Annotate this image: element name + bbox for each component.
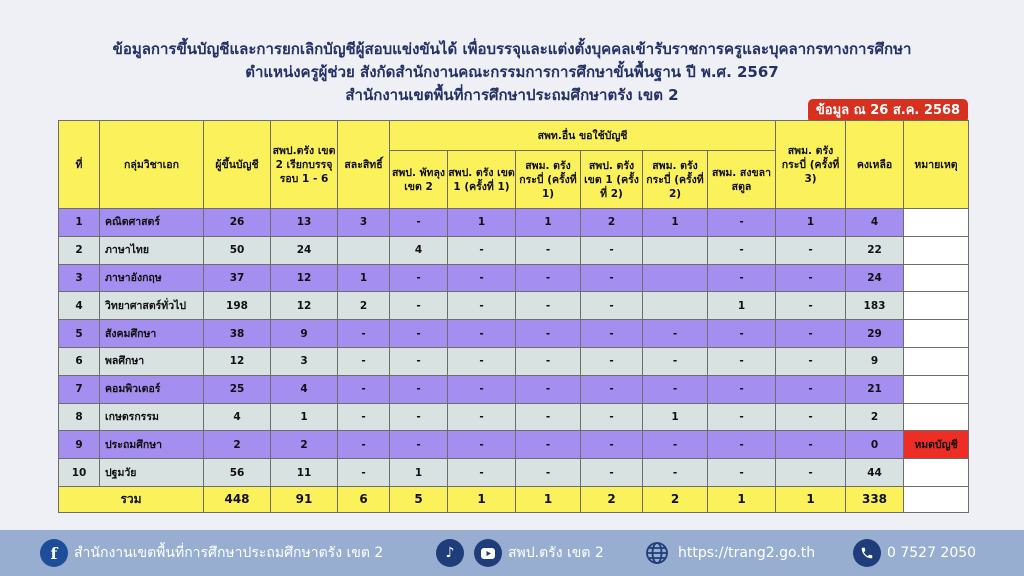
- cell-remaining: 44: [846, 459, 904, 487]
- cell-o6: -: [708, 264, 776, 292]
- cell-remark: [904, 403, 969, 431]
- cell-no: 6: [59, 347, 100, 375]
- table-row: [59, 320, 969, 348]
- cell-o5: [643, 264, 708, 292]
- table-row: [59, 347, 969, 375]
- cell-o3: -: [516, 431, 581, 459]
- page-header: [0, 38, 1024, 107]
- total-remaining: 338: [846, 486, 904, 512]
- phone-icon: [853, 539, 881, 567]
- cell-o1: -: [390, 347, 448, 375]
- total-called: 91: [271, 486, 338, 512]
- cell-waived: -: [338, 347, 390, 375]
- cell-no: 7: [59, 375, 100, 403]
- cell-o2: -: [448, 375, 516, 403]
- cell-no: 2: [59, 236, 100, 264]
- header-other-group: สพท.อื่น ขอใช้บัญชี: [390, 121, 776, 151]
- table-row: [59, 403, 969, 431]
- header-called: สพป.ตรัง เขต 2 เรียกบรรจุ รอบ 1 - 6: [271, 121, 338, 209]
- total-remark: [904, 486, 969, 512]
- footer-bar: [0, 530, 1024, 576]
- cell-listed: 37: [204, 264, 271, 292]
- cell-o7: -: [776, 292, 846, 320]
- cell-remark: [904, 459, 969, 487]
- cell-remark: [904, 292, 969, 320]
- cell-o2: -: [448, 320, 516, 348]
- cell-o4: -: [581, 375, 643, 403]
- cell-subject: ภาษาอังกฤษ: [100, 264, 204, 292]
- cell-o6: -: [708, 209, 776, 237]
- cell-listed: 56: [204, 459, 271, 487]
- cell-o7: -: [776, 347, 846, 375]
- cell-o2: -: [448, 459, 516, 487]
- total-row: [59, 486, 969, 512]
- cell-o4: -: [581, 431, 643, 459]
- total-o1: 5: [390, 486, 448, 512]
- cell-o1: -: [390, 403, 448, 431]
- cell-o5: -: [643, 347, 708, 375]
- cell-o6: -: [708, 403, 776, 431]
- cell-o2: -: [448, 236, 516, 264]
- cell-o7: 1: [776, 209, 846, 237]
- cell-remark: [904, 209, 969, 237]
- cell-remaining: 21: [846, 375, 904, 403]
- cell-waived: 2: [338, 292, 390, 320]
- table-row: [59, 264, 969, 292]
- cell-o2: -: [448, 403, 516, 431]
- cell-o3: -: [516, 459, 581, 487]
- header-subject: กลุ่มวิชาเอก: [100, 121, 204, 209]
- cell-listed: 4: [204, 403, 271, 431]
- cell-no: 10: [59, 459, 100, 487]
- cell-remaining: 4: [846, 209, 904, 237]
- cell-called: 11: [271, 459, 338, 487]
- cell-o4: -: [581, 459, 643, 487]
- total-o7: 1: [776, 486, 846, 512]
- total-waived: 6: [338, 486, 390, 512]
- title-line-3: สำนักงานเขตพื้นที่การศึกษาประถมศึกษาตรัง เขต 2: [345, 86, 679, 104]
- cell-listed: 2: [204, 431, 271, 459]
- cell-o4: -: [581, 347, 643, 375]
- header-other-3: สพม. ตรัง กระบี่ (ครั้งที่ 1): [516, 151, 581, 209]
- cell-called: 24: [271, 236, 338, 264]
- cell-o2: 1: [448, 209, 516, 237]
- cell-o5: 1: [643, 403, 708, 431]
- cell-called: 12: [271, 292, 338, 320]
- cell-listed: 38: [204, 320, 271, 348]
- cell-o6: -: [708, 459, 776, 487]
- cell-subject: คณิตศาสตร์: [100, 209, 204, 237]
- cell-o2: -: [448, 347, 516, 375]
- total-listed: 448: [204, 486, 271, 512]
- cell-no: 8: [59, 403, 100, 431]
- header-other-2: สพป. ตรัง เขต 1 (ครั้งที่ 1): [448, 151, 516, 209]
- cell-o1: -: [390, 320, 448, 348]
- cell-remaining: 183: [846, 292, 904, 320]
- title-line-1: ข้อมูลการขึ้นบัญชีและการยกเลิกบัญชีผู้สอบแข่งขันได้ เพื่อบรรจุและแต่งตั้งบุคคลเข้ารับราชการครูและบุคลากรทางการศึกษา: [112, 40, 912, 58]
- cell-o1: -: [390, 264, 448, 292]
- cell-remark: [904, 264, 969, 292]
- cell-o6: 1: [708, 292, 776, 320]
- total-label: รวม: [59, 486, 204, 512]
- cell-o3: -: [516, 403, 581, 431]
- header-listed: ผู้ขึ้นบัญชี: [204, 121, 271, 209]
- cell-subject: เกษตรกรรม: [100, 403, 204, 431]
- youtube-icon: [474, 539, 502, 567]
- cell-o4: -: [581, 320, 643, 348]
- cell-subject: ภาษาไทย: [100, 236, 204, 264]
- table-row: [59, 459, 969, 487]
- cell-o3: -: [516, 375, 581, 403]
- total-o5: 2: [643, 486, 708, 512]
- social-label: สพป.ตรัง เขต 2: [508, 545, 604, 561]
- cell-listed: 12: [204, 347, 271, 375]
- cell-o4: -: [581, 264, 643, 292]
- cell-o6: -: [708, 236, 776, 264]
- cell-listed: 25: [204, 375, 271, 403]
- header-other-5: สพม. ตรัง กระบี่ (ครั้งที่ 2): [643, 151, 708, 209]
- title-line-2: ตำแหน่งครูผู้ช่วย สังกัดสำนักงานคณะกรรมการการศึกษาขั้นพื้นฐาน ปี พ.ศ. 2567: [245, 63, 779, 81]
- cell-waived: -: [338, 431, 390, 459]
- cell-no: 5: [59, 320, 100, 348]
- cell-subject: พลศึกษา: [100, 347, 204, 375]
- cell-listed: 198: [204, 292, 271, 320]
- cell-remark: [904, 347, 969, 375]
- cell-o5: [643, 236, 708, 264]
- facebook-icon: f: [40, 539, 68, 567]
- cell-o7: -: [776, 264, 846, 292]
- cell-remaining: 0: [846, 431, 904, 459]
- cell-o4: 2: [581, 209, 643, 237]
- header-remaining: คงเหลือ: [846, 121, 904, 209]
- cell-o1: -: [390, 209, 448, 237]
- cell-o2: -: [448, 264, 516, 292]
- cell-remaining: 29: [846, 320, 904, 348]
- cell-subject: ปฐมวัย: [100, 459, 204, 487]
- cell-remaining: 9: [846, 347, 904, 375]
- cell-no: 9: [59, 431, 100, 459]
- cell-waived: -: [338, 459, 390, 487]
- cell-no: 4: [59, 292, 100, 320]
- cell-called: 1: [271, 403, 338, 431]
- total-o2: 1: [448, 486, 516, 512]
- cell-o3: -: [516, 292, 581, 320]
- cell-o7: -: [776, 403, 846, 431]
- cell-remark: [904, 320, 969, 348]
- cell-remark: [904, 375, 969, 403]
- cell-o5: -: [643, 431, 708, 459]
- table-row: [59, 236, 969, 264]
- phone-link[interactable]: [853, 530, 976, 576]
- website-label: https://trang2.go.th: [678, 545, 816, 561]
- cell-waived: -: [338, 375, 390, 403]
- cell-o6: -: [708, 320, 776, 348]
- website-link[interactable]: [644, 530, 815, 576]
- cell-o3: -: [516, 347, 581, 375]
- table-row: [59, 209, 969, 237]
- cell-remark: [904, 236, 969, 264]
- table-row: [59, 375, 969, 403]
- cell-o3: -: [516, 320, 581, 348]
- cell-listed: 50: [204, 236, 271, 264]
- cell-o3: -: [516, 264, 581, 292]
- cell-called: 2: [271, 431, 338, 459]
- cell-o7: -: [776, 320, 846, 348]
- cell-called: 13: [271, 209, 338, 237]
- cell-subject: ประถมศึกษา: [100, 431, 204, 459]
- cell-o7: -: [776, 236, 846, 264]
- total-o4: 2: [581, 486, 643, 512]
- facebook-label: สำนักงานเขตพื้นที่การศึกษาประถมศึกษาตรัง เขต 2: [74, 545, 384, 561]
- table-body: [59, 209, 969, 487]
- cell-o3: -: [516, 236, 581, 264]
- cell-o4: -: [581, 292, 643, 320]
- cell-subject: วิทยาศาสตร์ทั่วไป: [100, 292, 204, 320]
- total-o6: 1: [708, 486, 776, 512]
- cell-o7: -: [776, 459, 846, 487]
- header-other-1: สพป. พัทลุง เขต 2: [390, 151, 448, 209]
- header-other-6: สพม. สงขลา สตูล: [708, 151, 776, 209]
- cell-waived: -: [338, 320, 390, 348]
- cell-remaining: 22: [846, 236, 904, 264]
- cell-o1: -: [390, 431, 448, 459]
- cell-no: 3: [59, 264, 100, 292]
- cell-subject: สังคมศึกษา: [100, 320, 204, 348]
- cell-waived: 3: [338, 209, 390, 237]
- cell-waived: 1: [338, 264, 390, 292]
- cell-o5: 1: [643, 209, 708, 237]
- cell-o5: -: [643, 459, 708, 487]
- cell-remaining: 2: [846, 403, 904, 431]
- cell-called: 9: [271, 320, 338, 348]
- total-o3: 1: [516, 486, 581, 512]
- header-waived: สละสิทธิ์: [338, 121, 390, 209]
- facebook-link[interactable]: [40, 530, 383, 576]
- date-badge: ข้อมูล ณ 26 ส.ค. 2568: [808, 99, 968, 123]
- cell-no: 1: [59, 209, 100, 237]
- table-row: [59, 292, 969, 320]
- cell-o5: -: [643, 320, 708, 348]
- cell-o5: -: [643, 375, 708, 403]
- cell-called: 4: [271, 375, 338, 403]
- cell-o5: [643, 292, 708, 320]
- cell-o7: -: [776, 375, 846, 403]
- cell-waived: [338, 236, 390, 264]
- cell-listed: 26: [204, 209, 271, 237]
- cell-o1: -: [390, 375, 448, 403]
- cell-o2: -: [448, 431, 516, 459]
- cell-o3: 1: [516, 209, 581, 237]
- cell-o4: -: [581, 236, 643, 264]
- cell-o1: -: [390, 292, 448, 320]
- cell-remark: หมดบัญชี: [904, 431, 969, 459]
- header-remark: หมายเหตุ: [904, 121, 969, 209]
- cell-o2: -: [448, 292, 516, 320]
- cell-o4: -: [581, 403, 643, 431]
- cell-waived: -: [338, 403, 390, 431]
- cell-o7: -: [776, 431, 846, 459]
- summary-table: [58, 120, 969, 513]
- table-row: [59, 431, 969, 459]
- cell-o1: 1: [390, 459, 448, 487]
- cell-called: 3: [271, 347, 338, 375]
- cell-called: 12: [271, 264, 338, 292]
- cell-remaining: 24: [846, 264, 904, 292]
- header-no: ที่: [59, 121, 100, 209]
- social-links[interactable]: [436, 530, 604, 576]
- cell-o1: 4: [390, 236, 448, 264]
- cell-subject: คอมพิวเตอร์: [100, 375, 204, 403]
- cell-o6: -: [708, 347, 776, 375]
- header-other-7: สพม. ตรัง กระบี่ (ครั้งที่ 3): [776, 121, 846, 209]
- tiktok-icon: ♪: [436, 539, 464, 567]
- cell-o6: -: [708, 431, 776, 459]
- phone-label: 0 7527 2050: [887, 545, 977, 561]
- header-other-4: สพป. ตรัง เขต 1 (ครั้งที่ 2): [581, 151, 643, 209]
- cell-o6: -: [708, 375, 776, 403]
- globe-icon: [644, 539, 670, 567]
